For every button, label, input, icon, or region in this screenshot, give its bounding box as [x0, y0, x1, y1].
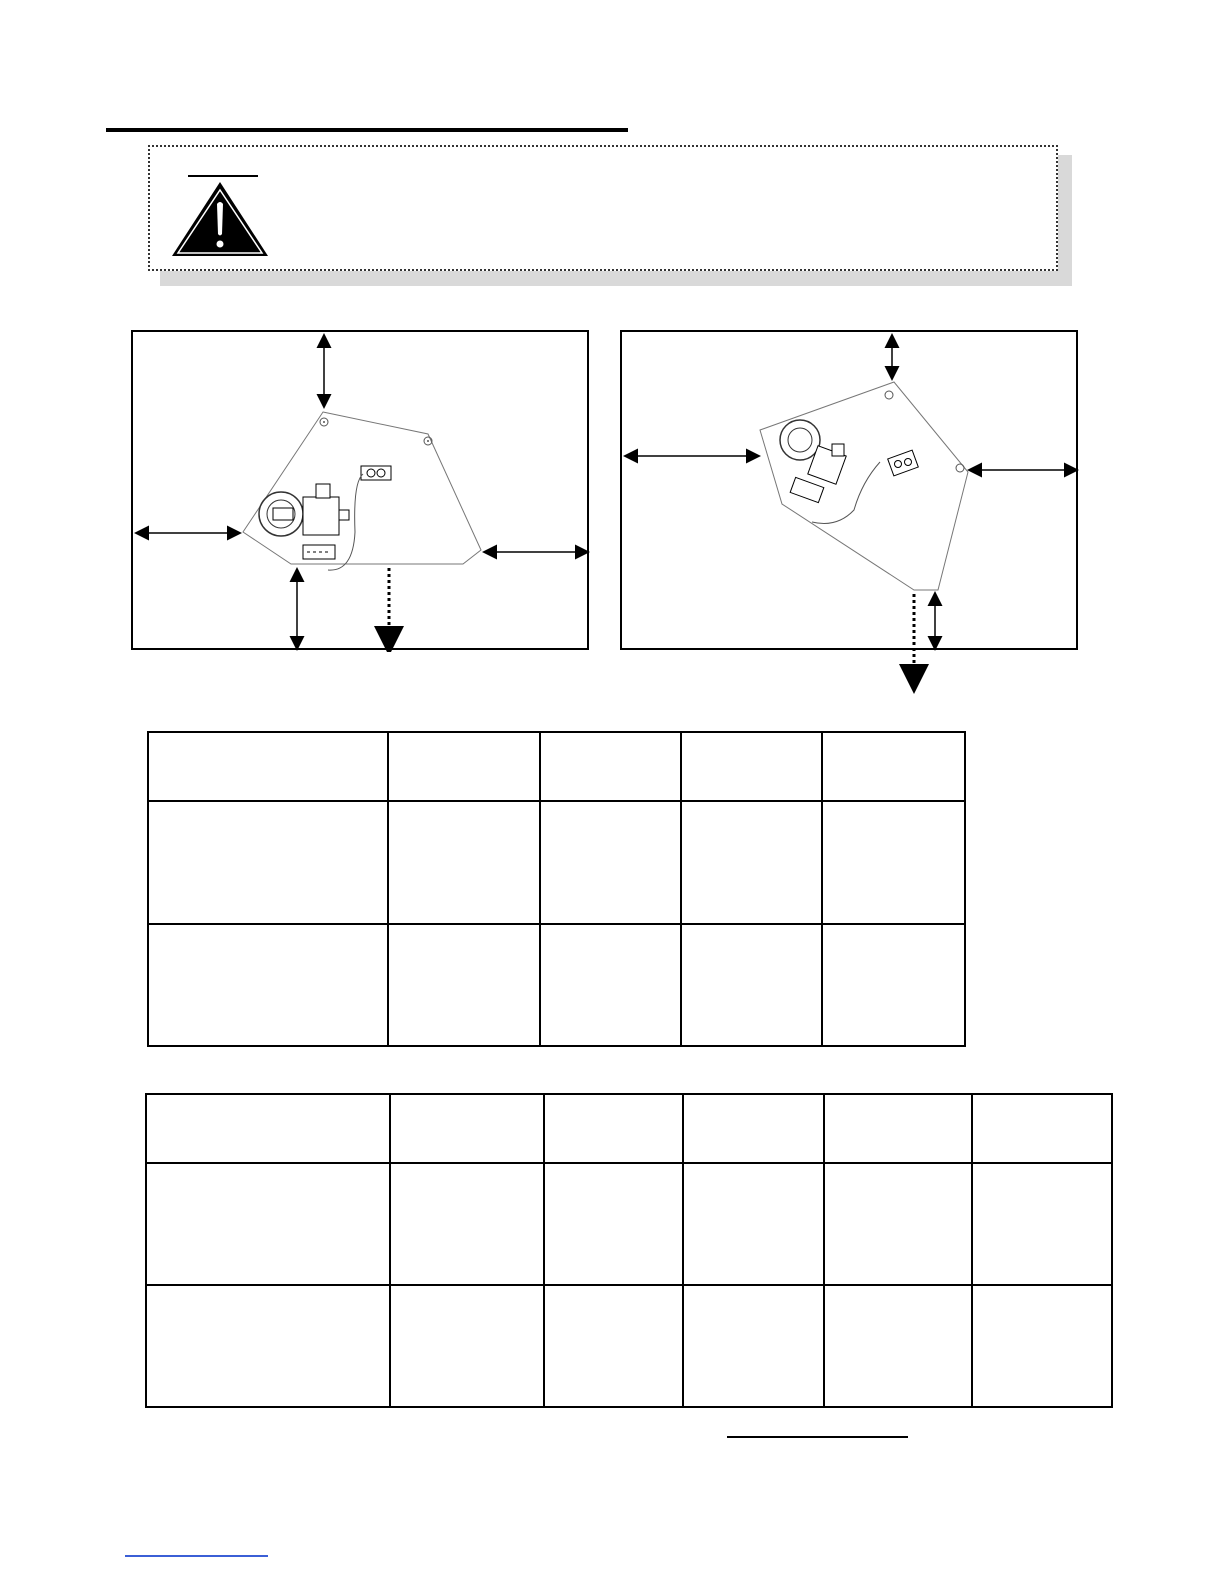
caution-box [148, 145, 1058, 271]
clearance-diagram-right-drawing [622, 332, 1080, 652]
table-cell [824, 1285, 972, 1407]
table-cell [824, 1163, 972, 1285]
table-row [146, 1163, 1112, 1285]
clearance-diagram-right [620, 330, 1078, 650]
table-cell [146, 1163, 390, 1285]
clearance-diagram-left [131, 330, 589, 650]
warning-triangle-icon [170, 180, 270, 258]
table-header-cell [388, 732, 540, 801]
table-cell [148, 924, 388, 1046]
table-cell [681, 924, 822, 1046]
footer-link[interactable] [125, 1555, 268, 1557]
table-cell [390, 1285, 544, 1407]
table-header-cell [972, 1094, 1112, 1163]
table-cell [388, 924, 540, 1046]
table-header-row [146, 1094, 1112, 1163]
table-cell [540, 801, 681, 924]
table-header-cell [390, 1094, 544, 1163]
table-cell [390, 1163, 544, 1285]
caution-label-underline [188, 175, 258, 177]
table-header-cell [683, 1094, 824, 1163]
table-cell [683, 1285, 824, 1407]
clearance-table-a [147, 731, 966, 1047]
table-header-cell [540, 732, 681, 801]
table-row [148, 801, 965, 924]
table-header-row [148, 732, 965, 801]
table-cell [681, 801, 822, 924]
table-cell [146, 1285, 390, 1407]
clearance-diagram-left-drawing [133, 332, 591, 652]
table-header-cell [146, 1094, 390, 1163]
table-cell [822, 801, 965, 924]
table-header-cell [148, 732, 388, 801]
clearance-table-b [145, 1093, 1113, 1408]
table-header-cell [822, 732, 965, 801]
table-header-cell [681, 732, 822, 801]
table-cell [388, 801, 540, 924]
table-cell [148, 801, 388, 924]
table-cell [822, 924, 965, 1046]
table-cell [683, 1163, 824, 1285]
table-cell [972, 1163, 1112, 1285]
table-header-cell [544, 1094, 683, 1163]
table-cell [544, 1163, 683, 1285]
table-header-cell [824, 1094, 972, 1163]
table-row [146, 1285, 1112, 1407]
table-cell [972, 1285, 1112, 1407]
table-cell [540, 924, 681, 1046]
table-cell [544, 1285, 683, 1407]
title-underline [106, 128, 628, 132]
table-row [148, 924, 965, 1046]
signature-line [727, 1436, 908, 1438]
